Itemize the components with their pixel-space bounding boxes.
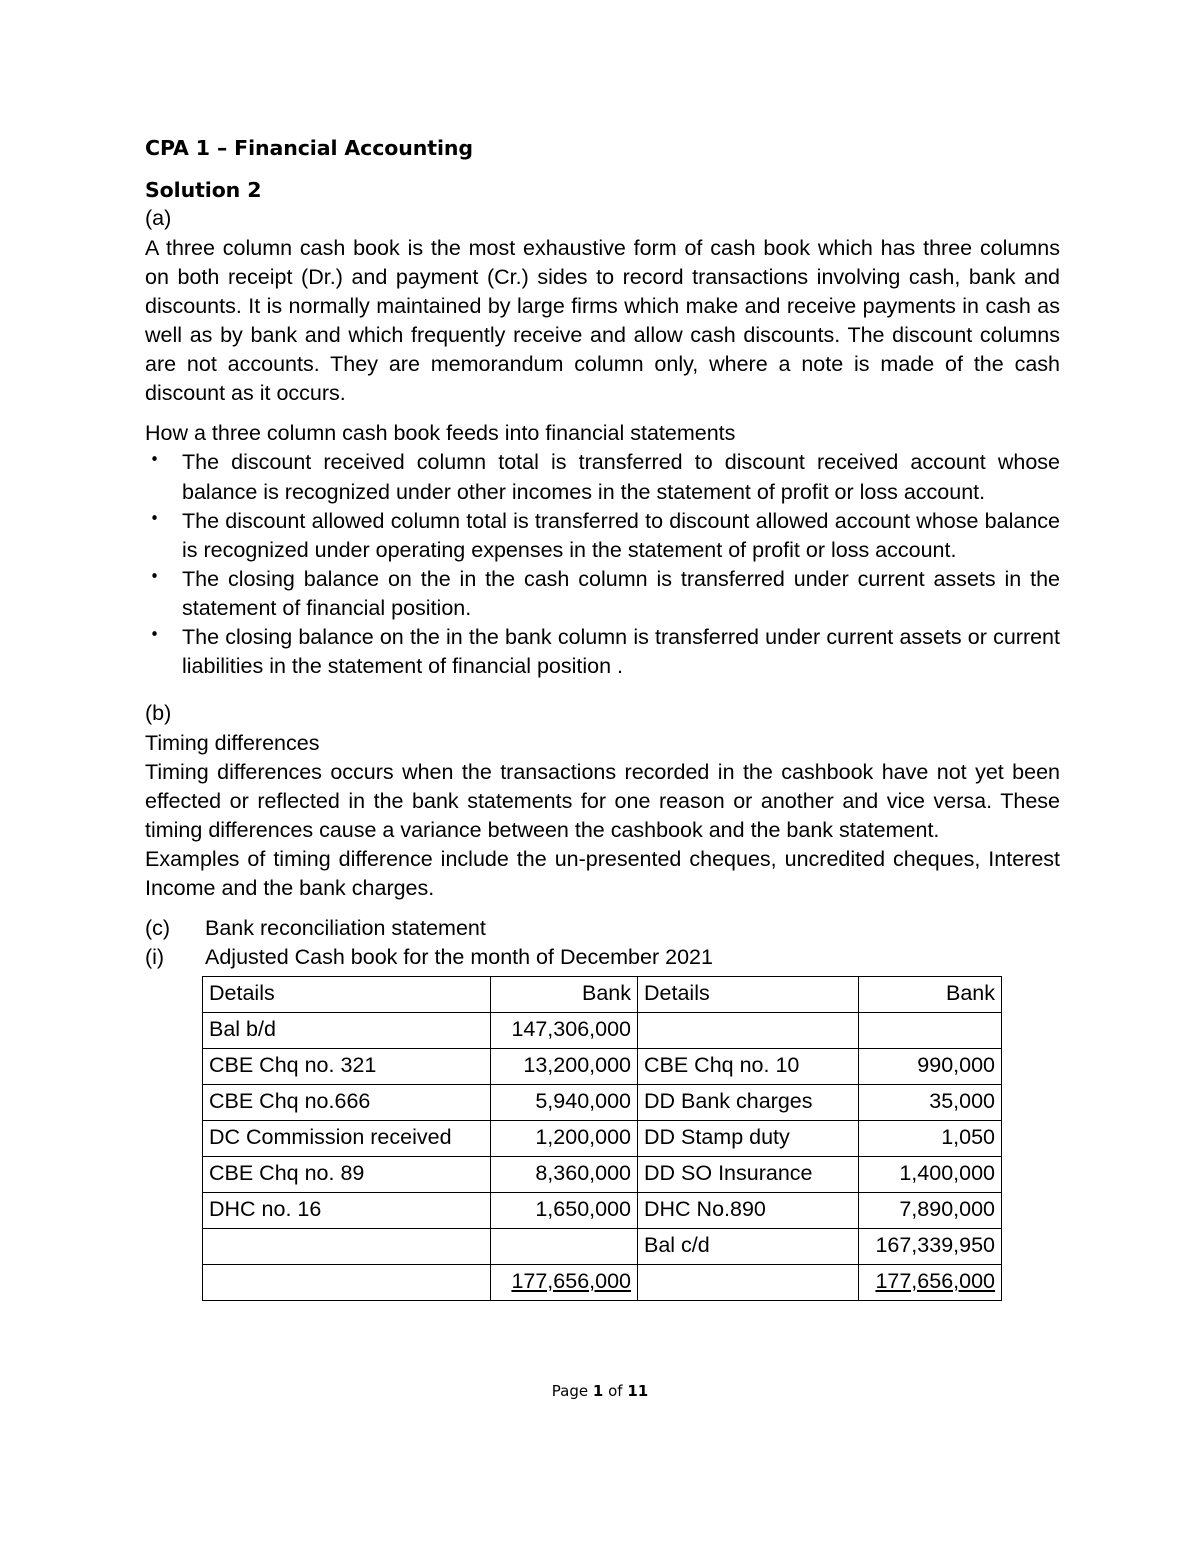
header-cell-bank-dr: Bank — [491, 976, 638, 1012]
cell-details-dr: CBE Chq no. 89 — [203, 1156, 491, 1192]
cell-details-cr — [638, 1012, 859, 1048]
page-content — [145, 136, 1060, 1301]
bullets-intro: How a three column cash book feeds into financial statements — [145, 421, 736, 446]
cell-bank-cr: 1,400,000 — [859, 1156, 1002, 1192]
table-row — [203, 1156, 1002, 1192]
cell-bank-dr: 1,650,000 — [491, 1192, 638, 1228]
part-b-label: (b) — [145, 701, 172, 726]
cell-details-dr: CBE Chq no. 321 — [203, 1048, 491, 1084]
cell-details-dr — [203, 1228, 491, 1264]
cell-details-cr: Bal c/d — [638, 1228, 859, 1264]
header-cell-details-cr: Details — [638, 976, 859, 1012]
cell-bank-dr: 147,306,000 — [491, 1012, 638, 1048]
cell-bank-cr: 990,000 — [859, 1048, 1002, 1084]
part-b-paragraph-1: Timing differences occurs when the transactions recorded in the cashbook have not yet been effected or reflected in the bank statements for one reason or another and vice versa. These timing differences cause a variance between the cashbook and the bank statement. — [145, 759, 1060, 842]
cell-totals-details-cr — [638, 1264, 859, 1300]
section-title: Solution 2 — [145, 178, 262, 203]
list-item-text: The closing balance on the in the bank column is transferred under current assets or current liabilities in the statement of financial position . — [182, 625, 1060, 679]
table-totals-row — [203, 1264, 1002, 1300]
part-b-heading: Timing differences — [145, 730, 320, 755]
spacer — [145, 408, 1060, 419]
part-c-sub-heading-row — [145, 943, 1060, 972]
part-a-paragraph: A three column cash book is the most exhaustive form of cash book which has three columns on both receipt (Dr.) and payment (Cr.) sides to record transactions involving cash, bank and discounts. It is normally maintained by large firms which make and receive payments in cash as well as by bank and which frequently receive and allow cash discounts. The discount columns are not accounts. They are memorandum column only, where a note is made of the cash discount as it occurs. — [145, 235, 1060, 406]
cell-details-dr: DHC no. 16 — [203, 1192, 491, 1228]
bullet-icon: • — [150, 508, 160, 529]
adjusted-cash-book-table — [202, 976, 1002, 1301]
table-header-row — [203, 976, 1002, 1012]
cell-details-cr: DD Stamp duty — [638, 1120, 859, 1156]
cell-details-dr: Bal b/d — [203, 1012, 491, 1048]
table-row — [203, 1048, 1002, 1084]
part-b-paragraph-2: Examples of timing difference include the un-presented cheques, uncredited cheques, Interest Income and the bank charges. — [145, 847, 1060, 901]
cell-bank-cr: 1,050 — [859, 1120, 1002, 1156]
list-item — [150, 565, 1060, 623]
part-c-sub-title: Adjusted Cash book for the month of December 2021 — [205, 945, 713, 970]
part-c-title: Bank reconciliation statement — [205, 916, 486, 941]
bullet-icon: • — [150, 450, 160, 471]
cell-totals-bank-dr: 177,656,000 — [491, 1264, 638, 1300]
spacer — [145, 681, 1060, 699]
cell-bank-cr: 35,000 — [859, 1084, 1002, 1120]
cell-bank-dr: 1,200,000 — [491, 1120, 638, 1156]
cell-bank-dr — [491, 1228, 638, 1264]
part-a-bullet-list — [145, 448, 1060, 681]
list-item — [150, 448, 1060, 506]
footer-prefix: Page — [551, 1382, 593, 1400]
bullet-icon: • — [150, 566, 160, 587]
cell-bank-dr: 8,360,000 — [491, 1156, 638, 1192]
footer-middle: of — [603, 1382, 628, 1400]
cell-bank-cr: 7,890,000 — [859, 1192, 1002, 1228]
part-c-heading-row — [145, 914, 1060, 943]
part-a-label: (a) — [145, 206, 172, 231]
part-c-sub-label: (i) — [145, 945, 165, 970]
table-row — [203, 1084, 1002, 1120]
cell-bank-cr: 167,339,950 — [859, 1228, 1002, 1264]
footer-page-number: 1 — [592, 1382, 604, 1400]
cell-details-cr: CBE Chq no. 10 — [638, 1048, 859, 1084]
bullet-icon: • — [150, 625, 160, 646]
document-title: CPA 1 – Financial Accounting — [145, 136, 473, 160]
table-row — [203, 1012, 1002, 1048]
cell-bank-cr — [859, 1012, 1002, 1048]
table-row — [203, 1192, 1002, 1228]
cell-bank-dr: 13,200,000 — [491, 1048, 638, 1084]
header-cell-details-dr: Details — [203, 976, 491, 1012]
table-row — [203, 1228, 1002, 1264]
cell-details-dr: CBE Chq no.666 — [203, 1084, 491, 1120]
list-item-text: The closing balance on the in the cash column is transferred under current assets in the statement of financial position. — [182, 566, 1060, 620]
spacer — [145, 903, 1060, 914]
list-item — [150, 623, 1060, 681]
list-item-text: The discount received column total is transferred to discount received account whose balance is recognized under other incomes in the statement of profit or loss account. — [182, 450, 1060, 504]
cell-details-cr: DHC No.890 — [638, 1192, 859, 1228]
footer-total-pages: 11 — [627, 1382, 649, 1400]
header-cell-bank-cr: Bank — [859, 976, 1002, 1012]
cell-details-dr: DC Commission received — [203, 1120, 491, 1156]
list-item-text: The discount allowed column total is transferred to discount allowed account whose balance is recognized under operating expenses in the statement of profit or loss account. — [182, 508, 1060, 562]
table-row — [203, 1120, 1002, 1156]
part-c-label: (c) — [145, 916, 171, 941]
cell-details-cr: DD Bank charges — [638, 1084, 859, 1120]
cell-totals-bank-cr: 177,656,000 — [859, 1264, 1002, 1300]
cell-details-cr: DD SO Insurance — [638, 1156, 859, 1192]
list-item — [150, 507, 1060, 565]
page-footer — [0, 1382, 1200, 1400]
cell-bank-dr: 5,940,000 — [491, 1084, 638, 1120]
cell-totals-details-dr — [203, 1264, 491, 1300]
cashbook-table-wrapper — [202, 976, 1060, 1301]
